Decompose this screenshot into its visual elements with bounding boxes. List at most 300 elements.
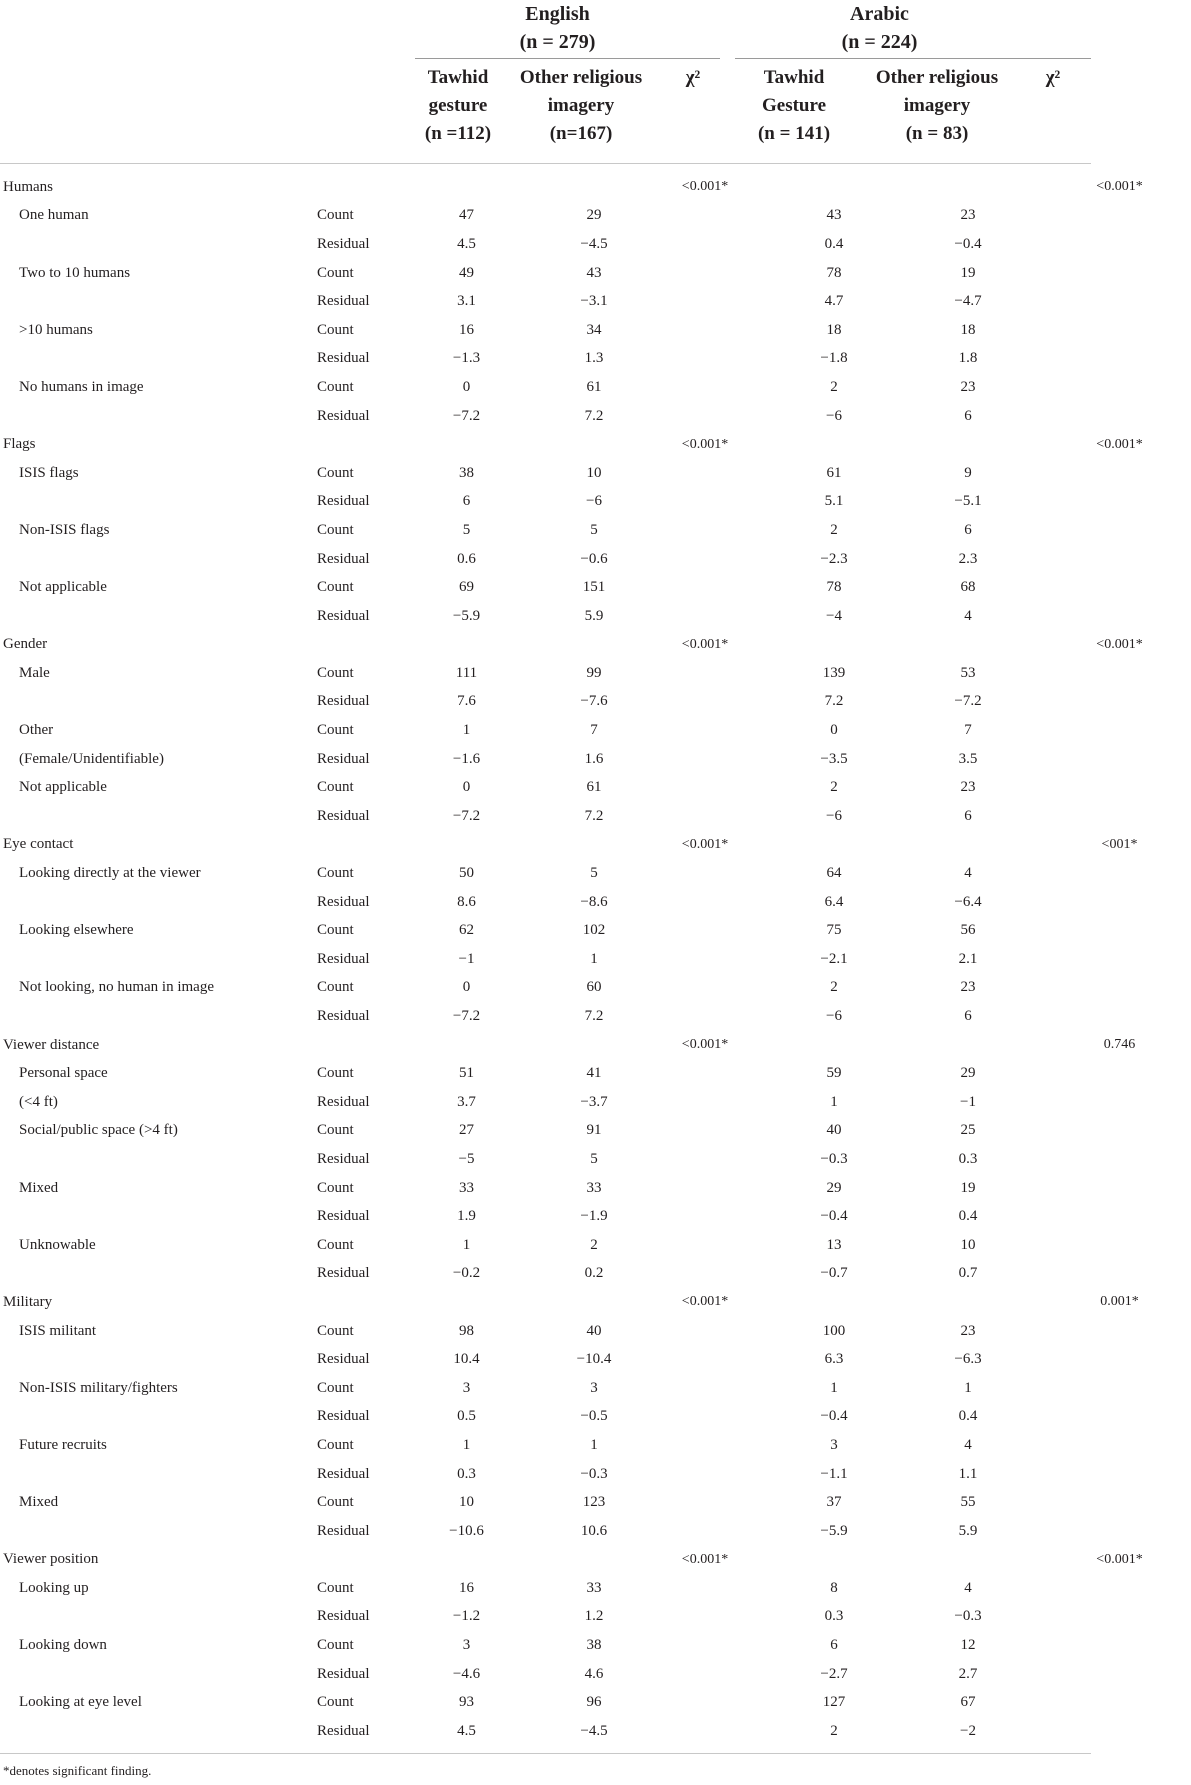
stat-type: Count [317, 1637, 354, 1654]
spacer-cell [740, 1174, 780, 1203]
table-row [0, 1117, 1191, 1146]
col-header-en-tawhid [408, 64, 508, 148]
english-other-value: 7.2 [584, 807, 604, 824]
english-other-value: −10.4 [576, 1351, 612, 1368]
stat-type: Count [317, 1236, 354, 1253]
empty-cell [670, 888, 740, 917]
empty-cell [1048, 1660, 1191, 1689]
row-label [0, 1202, 315, 1231]
row-label [0, 688, 315, 717]
empty-cell [1048, 345, 1191, 374]
empty-cell [780, 1546, 888, 1575]
arabic-tawhid-value: 29 [826, 1179, 842, 1196]
stat-type: Count [317, 521, 354, 538]
spacer-cell [740, 459, 780, 488]
col-header-line: (n=167) [549, 123, 613, 144]
english-other-value: −4.5 [580, 1722, 608, 1739]
arabic-tawhid-value: 75 [826, 922, 842, 939]
arabic-tawhid-value: 2 [830, 1722, 838, 1739]
english-tawhid-value: 3.7 [457, 1093, 476, 1110]
table-bottom-rule [0, 1753, 1091, 1754]
row-label: Looking down [19, 1637, 107, 1654]
arabic-other-value: 23 [960, 979, 976, 996]
col-header-ar-chi [1020, 64, 1086, 92]
spacer-cell [740, 1374, 780, 1403]
arabic-other-value: 29 [960, 1065, 976, 1082]
arabic-other-value: 23 [960, 779, 976, 796]
english-tawhid-value: 5 [462, 521, 471, 538]
english-tawhid-value: 33 [459, 1179, 474, 1196]
category-label: Viewer position [3, 1551, 99, 1568]
arabic-tawhid-value: 2 [830, 521, 838, 538]
stat-type: Count [317, 264, 354, 281]
english-chi-square-value: <0.001* [681, 1037, 729, 1053]
col-header-ar-other [857, 64, 1017, 148]
row-label [0, 602, 315, 631]
arabic-other-value: 9 [964, 464, 972, 481]
empty-cell [1048, 916, 1191, 945]
table-row [0, 1403, 1191, 1432]
spacer-cell [740, 1574, 780, 1603]
arabic-other-value: 56 [960, 922, 976, 939]
empty-cell [670, 1717, 740, 1746]
arabic-tawhid-value: 13 [826, 1236, 842, 1253]
english-tawhid-value: −4.6 [452, 1665, 481, 1682]
empty-cell [518, 430, 670, 459]
empty-cell [1048, 1088, 1191, 1117]
spacer-cell [740, 1460, 780, 1489]
english-other-value: 91 [586, 1122, 602, 1139]
empty-cell [670, 716, 740, 745]
row-label: Looking elsewhere [19, 922, 134, 939]
english-tawhid-value: 0 [462, 979, 471, 996]
arabic-tawhid-value: −0.4 [820, 1208, 848, 1225]
english-other-value: 61 [586, 779, 602, 796]
empty-cell [670, 345, 740, 374]
spacer-cell [740, 402, 780, 431]
stat-type: Count [317, 1065, 354, 1082]
english-other-value: 123 [582, 1494, 606, 1511]
spacer-cell [740, 974, 780, 1003]
arabic-other-value: 6 [964, 407, 972, 424]
arabic-other-value: 0.3 [958, 1150, 978, 1167]
arabic-tawhid-value: 59 [826, 1065, 842, 1082]
spacer-cell [740, 345, 780, 374]
spacer-cell [740, 716, 780, 745]
english-other-value: 60 [586, 979, 602, 996]
english-other-value: −0.6 [580, 550, 608, 567]
english-tawhid-value: 38 [459, 464, 474, 481]
spacer-cell [740, 1631, 780, 1660]
table-row [0, 1460, 1191, 1489]
spacer-cell [740, 1403, 780, 1432]
english-other-value: −0.5 [580, 1408, 608, 1425]
arabic-tawhid-value: −6 [826, 407, 842, 424]
empty-cell [415, 1288, 518, 1317]
table-row [0, 373, 1191, 402]
row-label [0, 545, 315, 574]
stat-type: Residual [317, 1208, 370, 1225]
stat-type: Count [317, 779, 354, 796]
english-other-value: 4.6 [584, 1665, 604, 1682]
row-label [0, 1345, 315, 1374]
category-label: Humans [3, 178, 53, 195]
table-row [0, 1574, 1191, 1603]
arabic-tawhid-value: 0.4 [824, 235, 844, 252]
english-other-value: 40 [586, 1322, 602, 1339]
spacer-cell [740, 888, 780, 917]
english-other-value: 33 [586, 1179, 602, 1196]
arabic-tawhid-value: 2 [830, 979, 838, 996]
spacer-cell [740, 1345, 780, 1374]
english-other-value: 1.6 [584, 750, 604, 767]
arabic-other-value: −1 [960, 1093, 976, 1110]
english-other-value: 7 [590, 722, 598, 739]
english-tawhid-value: 93 [459, 1694, 474, 1711]
english-tawhid-value: 0.5 [457, 1408, 476, 1425]
arabic-other-value: 6 [964, 807, 972, 824]
arabic-tawhid-value: 3 [830, 1436, 838, 1453]
arabic-tawhid-value: 127 [822, 1694, 846, 1711]
col-header-line: gesture [428, 95, 488, 116]
empty-cell [415, 831, 518, 860]
stat-type: Residual [317, 1665, 370, 1682]
empty-cell [670, 287, 740, 316]
row-label: Social/public space (>4 ft) [19, 1122, 178, 1139]
empty-cell [670, 773, 740, 802]
english-other-value: 3 [590, 1379, 598, 1396]
english-tawhid-value: 16 [459, 1579, 474, 1596]
empty-cell [670, 1059, 740, 1088]
arabic-tawhid-value: 40 [826, 1122, 842, 1139]
english-tawhid-value: 0 [462, 779, 471, 796]
row-label: Not applicable [19, 579, 107, 596]
english-chi-square-value: <0.001* [681, 1551, 729, 1567]
english-tawhid-value: 4.5 [457, 235, 476, 252]
spacer-cell [740, 1546, 780, 1575]
english-n: (n = 279) [519, 31, 596, 53]
empty-cell [670, 1345, 740, 1374]
empty-cell [670, 1403, 740, 1432]
english-other-value: 10 [586, 464, 602, 481]
arabic-tawhid-value: −6 [826, 1008, 842, 1025]
spacer-cell [740, 488, 780, 517]
empty-cell [518, 173, 670, 202]
arabic-other-value: 10 [960, 1236, 976, 1253]
stat-type: Residual [317, 293, 370, 310]
english-tawhid-value: 6 [462, 493, 471, 510]
empty-cell [1048, 859, 1191, 888]
row-label [0, 1260, 315, 1289]
category-row [0, 173, 1191, 202]
empty-cell [315, 1288, 415, 1317]
empty-cell [670, 916, 740, 945]
english-other-value: 99 [586, 664, 602, 681]
stat-type: Count [317, 1322, 354, 1339]
empty-cell [670, 202, 740, 231]
english-other-value: 1.2 [584, 1608, 604, 1625]
empty-cell [315, 1546, 415, 1575]
arabic-other-value: 2.3 [958, 550, 978, 567]
arabic-other-value: 0.4 [958, 1408, 978, 1425]
empty-cell [415, 631, 518, 660]
english-other-value: 1 [590, 950, 598, 967]
arabic-other-value: 1.1 [958, 1465, 978, 1482]
english-tawhid-value: 3 [462, 1637, 471, 1654]
arabic-other-value: −0.3 [954, 1608, 982, 1625]
english-other-value: 10.6 [580, 1522, 608, 1539]
stat-type: Residual [317, 893, 370, 910]
arabic-other-value: −6.3 [954, 1351, 982, 1368]
empty-cell [1048, 745, 1191, 774]
spacer-cell [740, 373, 780, 402]
row-label: Future recruits [19, 1436, 107, 1453]
english-tawhid-value: −7.2 [452, 1008, 481, 1025]
arabic-tawhid-value: −2.1 [820, 950, 848, 967]
arabic-chi-square-value: <0.001* [1096, 436, 1143, 452]
arabic-tawhid-value: −6 [826, 807, 842, 824]
english-tawhid-value: 0 [462, 378, 471, 395]
english-other-value: 96 [586, 1694, 602, 1711]
col-header-line: Other religious [875, 67, 999, 88]
spacer-cell [740, 1317, 780, 1346]
row-label: No humans in image [19, 378, 144, 395]
row-label [0, 1517, 315, 1546]
row-label [0, 945, 315, 974]
spacer-cell [740, 802, 780, 831]
row-label: (<4 ft) [19, 1093, 58, 1110]
spacer-cell [740, 1059, 780, 1088]
arabic-other-value: 53 [960, 664, 976, 681]
stat-type: Residual [317, 1150, 370, 1167]
arabic-other-value: 5.9 [958, 1522, 978, 1539]
empty-cell [670, 1660, 740, 1689]
english-tawhid-value: 3.1 [457, 293, 476, 310]
english-tawhid-value: 16 [459, 321, 474, 338]
table-row [0, 1345, 1191, 1374]
arabic-tawhid-value: 2 [830, 779, 838, 796]
english-tawhid-value: 1 [462, 722, 471, 739]
stat-type: Residual [317, 807, 370, 824]
empty-cell [888, 1288, 1048, 1317]
empty-cell [1048, 773, 1191, 802]
arabic-tawhid-value: 0.3 [824, 1608, 844, 1625]
arabic-other-value: −2 [960, 1722, 976, 1739]
category-row [0, 1031, 1191, 1060]
empty-cell [1048, 1517, 1191, 1546]
english-other-value: −4.5 [580, 235, 608, 252]
english-tawhid-value: 51 [459, 1065, 474, 1082]
row-label [0, 802, 315, 831]
results-table [0, 173, 1191, 1746]
arabic-tawhid-value: −1.1 [820, 1465, 848, 1482]
arabic-title: Arabic [850, 3, 909, 25]
arabic-other-value: 4 [964, 1579, 972, 1596]
row-label: Looking up [19, 1579, 89, 1596]
spacer-cell [740, 745, 780, 774]
arabic-chi-square-value: <0.001* [1096, 1551, 1143, 1567]
arabic-other-value: 6 [964, 1008, 972, 1025]
arabic-other-value: −0.4 [954, 235, 982, 252]
empty-cell [1048, 1460, 1191, 1489]
english-tawhid-value: −5 [458, 1150, 475, 1167]
arabic-other-value: 23 [960, 378, 976, 395]
table-row [0, 916, 1191, 945]
stat-type: Residual [317, 1522, 370, 1539]
empty-cell [670, 1574, 740, 1603]
empty-cell [518, 1546, 670, 1575]
empty-cell [670, 659, 740, 688]
row-label [0, 1145, 315, 1174]
stat-type: Residual [317, 693, 370, 710]
stat-type: Count [317, 579, 354, 596]
arabic-tawhid-value: 43 [826, 207, 842, 224]
arabic-tawhid-value: 78 [826, 579, 842, 596]
empty-cell [1048, 802, 1191, 831]
empty-cell [315, 173, 415, 202]
table-row [0, 1088, 1191, 1117]
empty-cell [1048, 1317, 1191, 1346]
stat-type: Residual [317, 1008, 370, 1025]
english-other-value: 61 [586, 378, 602, 395]
english-title: English [525, 3, 590, 25]
empty-cell [670, 1431, 740, 1460]
row-label: Mixed [19, 1494, 59, 1511]
arabic-tawhid-value: −0.7 [820, 1265, 848, 1282]
english-tawhid-value: −7.2 [452, 807, 481, 824]
stat-type: Residual [317, 1093, 370, 1110]
spacer-cell [740, 773, 780, 802]
table-row [0, 1374, 1191, 1403]
arabic-header-rule [735, 58, 1091, 59]
table-row [0, 1431, 1191, 1460]
empty-cell [1048, 974, 1191, 1003]
english-tawhid-value: −10.6 [449, 1522, 484, 1539]
category-label: Viewer distance [3, 1036, 100, 1053]
empty-cell [1048, 1488, 1191, 1517]
row-label [0, 345, 315, 374]
empty-cell [670, 802, 740, 831]
table-row [0, 716, 1191, 745]
arabic-tawhid-value: −3.5 [820, 750, 848, 767]
spacer-cell [740, 631, 780, 660]
stat-type: Residual [317, 750, 370, 767]
row-label: (Female/Unidentifiable) [19, 750, 164, 767]
stat-type: Residual [317, 607, 370, 624]
category-row [0, 831, 1191, 860]
spacer-cell [740, 831, 780, 860]
empty-cell [1048, 316, 1191, 345]
english-other-value: 5 [590, 1150, 598, 1167]
table-row [0, 945, 1191, 974]
arabic-other-value: −4.7 [954, 293, 982, 310]
english-other-value: 5.9 [584, 607, 604, 624]
spacer-cell [740, 259, 780, 288]
empty-cell [1048, 1202, 1191, 1231]
empty-cell [670, 259, 740, 288]
arabic-tawhid-value: 61 [826, 464, 842, 481]
arabic-tawhid-value: 64 [826, 865, 842, 882]
spacer-cell [740, 1517, 780, 1546]
empty-cell [518, 831, 670, 860]
empty-cell [1048, 573, 1191, 602]
arabic-other-value: −5.1 [954, 493, 982, 510]
table-row [0, 488, 1191, 517]
table-row [0, 516, 1191, 545]
empty-cell [1048, 1260, 1191, 1289]
stat-type: Residual [317, 1408, 370, 1425]
stat-type: Count [317, 207, 354, 224]
spacer-cell [740, 1117, 780, 1146]
english-tawhid-value: −5.9 [452, 607, 481, 624]
stat-type: Count [317, 1379, 354, 1396]
arabic-chi-square-value: <0.001* [1096, 636, 1143, 652]
arabic-other-value: 4 [964, 865, 972, 882]
empty-cell [1048, 287, 1191, 316]
row-label: Male [19, 664, 50, 681]
table-row [0, 1688, 1191, 1717]
stat-type: Residual [317, 1465, 370, 1482]
spacer-cell [740, 316, 780, 345]
empty-cell [670, 545, 740, 574]
table-row [0, 230, 1191, 259]
spacer-cell [740, 1488, 780, 1517]
english-tawhid-value: 8.6 [457, 893, 476, 910]
spacer-cell [740, 1603, 780, 1632]
empty-cell [1048, 516, 1191, 545]
arabic-tawhid-value: 1 [830, 1379, 838, 1396]
english-tawhid-value: −7.2 [452, 407, 481, 424]
arabic-chi-square-value: <001* [1101, 836, 1138, 852]
english-group-header [415, 0, 700, 56]
col-header-line: (n = 141) [757, 123, 831, 144]
spacer-cell [740, 859, 780, 888]
arabic-tawhid-value: 139 [822, 664, 846, 681]
stat-type: Count [317, 464, 354, 481]
empty-cell [888, 1546, 1048, 1575]
stat-type: Count [317, 1579, 354, 1596]
header-bottom-rule [0, 163, 1091, 164]
empty-cell [888, 831, 1048, 860]
empty-cell [670, 1374, 740, 1403]
spacer-cell [740, 230, 780, 259]
category-row [0, 1288, 1191, 1317]
empty-cell [670, 1260, 740, 1289]
row-label: Other [19, 722, 54, 739]
english-other-value: 29 [586, 207, 602, 224]
category-row [0, 1546, 1191, 1575]
empty-cell [780, 831, 888, 860]
arabic-group-header [737, 0, 1022, 56]
empty-cell [670, 1145, 740, 1174]
english-tawhid-value: −1.6 [452, 750, 481, 767]
arabic-other-value: 18 [960, 321, 976, 338]
spacer-cell [740, 1660, 780, 1689]
col-header-line: Gesture [761, 95, 827, 116]
arabic-other-value: −6.4 [954, 893, 982, 910]
empty-cell [888, 1031, 1048, 1060]
row-label: ISIS flags [19, 464, 79, 481]
empty-cell [670, 745, 740, 774]
stat-type: Count [317, 378, 354, 395]
english-other-value: −8.6 [580, 893, 608, 910]
arabic-tawhid-value: 7.2 [824, 693, 844, 710]
english-tawhid-value: −0.2 [452, 1265, 481, 1282]
table-row [0, 602, 1191, 631]
spacer-cell [740, 688, 780, 717]
empty-cell [670, 1174, 740, 1203]
empty-cell [1048, 1345, 1191, 1374]
